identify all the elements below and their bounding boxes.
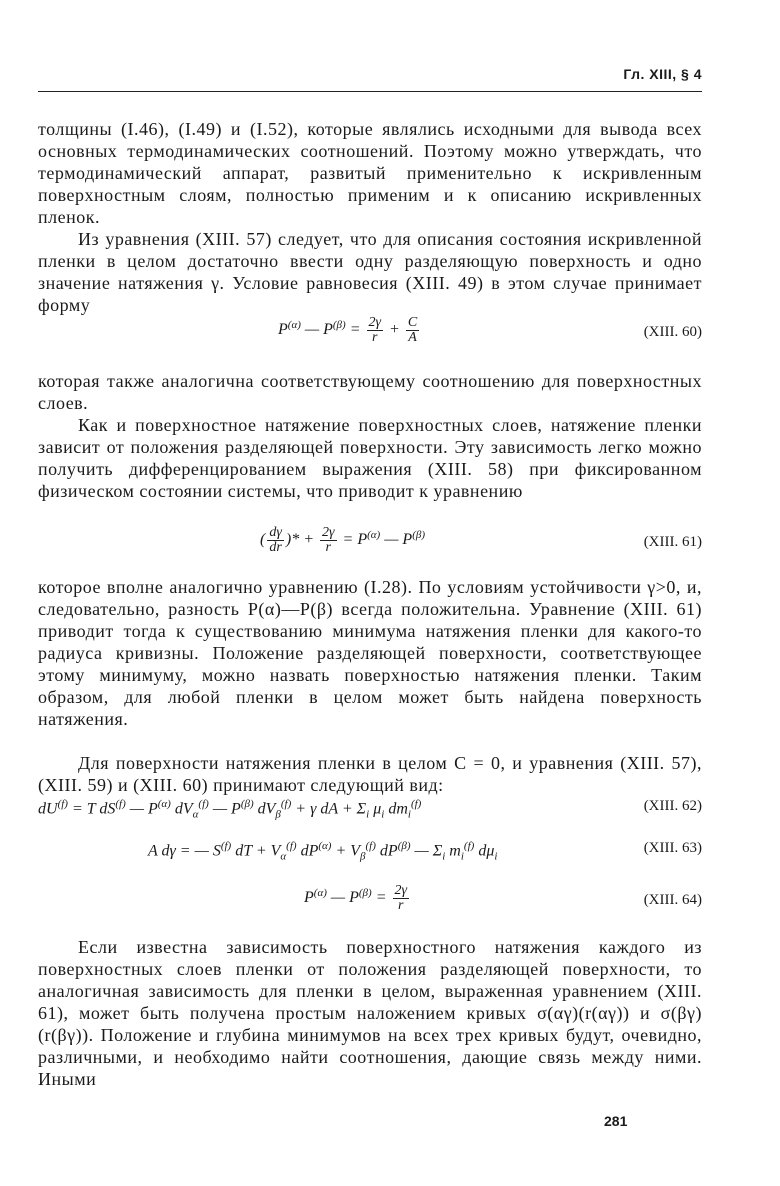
page-number: 281 xyxy=(604,1113,628,1129)
paragraph-6: Для поверхности натяжения пленки в целом C = 0, и уравнения (XIII. 57), (XIII. 59) и (XIII. 60) принимают следующий вид: xyxy=(38,753,702,795)
paragraph-2: Из уравнения (XIII. 57) следует, что для описания состояния искривленной пленки в целом достаточно ввести одну разделяющую поверхность и одно значение натяжения γ. Условие равновесия (XIII. 49) в этом случае принимает форму xyxy=(38,229,702,315)
equation-xiii-62 xyxy=(38,798,702,828)
running-head: Гл. XIII, § 4 xyxy=(623,66,702,82)
header-rule xyxy=(38,91,702,92)
equation-xiii-63 xyxy=(38,840,702,870)
equation-xiii-64 xyxy=(38,884,702,914)
paragraph-7: Если известна зависимость поверхностного натяжения каждого из поверхностных слоев пленки от положения разделяющей поверхности, то аналогичная зависимость для пленки в целом, выраженная уравнением (XIII. 61), может быть получена простым наложением кривых σ(αγ)(r(αγ)) и σ(βγ)(r(βγ)). Положение и глубина минимумов на всех трех кривых будут, очевидно, различными, и необходимо найти соотношения, дающие связь между ними. Иными xyxy=(38,937,702,1089)
equation-xiii-61 xyxy=(38,526,702,556)
equation-number: (XIII. 60) xyxy=(643,324,702,340)
equation-xiii-61-formula: ( $\frac{d\gamma}{dr}$ )* + $\frac{2\gamma}{r}$ = $P^{(\alpha)}$ — $P^{(\beta)}$ xyxy=(260,525,426,555)
equation-xiii-60 xyxy=(38,316,702,346)
paragraph-3: которая также аналогична соответствующему соотношению для поверхностных слоев. xyxy=(38,371,702,413)
equation-xiii-62-formula: $dU^{(f)} = T$ $dS^{(f)}$ — $P^{(\alpha)}$ $dV_\alpha^{(f)}$ — $P^{(\beta)}$ $dV_\beta^{(f)} + \gamma$ dA + $\Sigma_i$ $\mu_i$ $dm_i^{(f)}$ xyxy=(38,798,422,821)
book-page xyxy=(38,0,702,1186)
equation-number: (XIII. 63) xyxy=(643,840,702,856)
paragraph-5: которое вполне аналогично уравнению (I.28). По условиям устойчивости γ>0, и, следовательно, разность P(α)—P(β) всегда положительна. Уравнение (XIII. 61) приводит тогда к существованию минимума натяжения пленки для какого-то радиуса кривизны. Положение разделяющей поверхности, соответствующее этому минимуму, можно назвать поверхностью натяжения пленки. Таким образом, для любой пленки в целом может быть найдена поверхность натяжения. xyxy=(38,577,702,729)
equation-number: (XIII. 64) xyxy=(643,892,702,908)
equation-number: (XIII. 62) xyxy=(643,798,702,814)
paragraph-1: толщины (I.46), (I.49) и (I.52), которые являлись исходными для вывода всех основных термодинамических соотношений. Поэтому можно утверждать, что термодинамический аппарат, развитый применительно к искривленным поверхностным слоям, полностью применим и к описанию искривленных пленок. xyxy=(38,119,702,227)
equation-xiii-64-formula: $P^{(\alpha)}$ — $P^{(\beta)}$ = $\frac{2\gamma}{r}$ xyxy=(304,883,408,913)
paragraph-4: Как и поверхностное натяжение поверхностных слоев, натяжение пленки зависит от положения разделяющей поверхности. Эту зависимость легко можно получить дифференцированием выражения (XIII. 58) при фиксированном физическом состоянии системы, что приводит к уравнению xyxy=(38,415,702,501)
equation-xiii-60-formula: $P^{(\alpha)}$ — $P^{(\beta)}$ = $\frac{2\gamma}{r}$ + $\frac{C}{A}$ xyxy=(278,315,418,345)
equation-number: (XIII. 61) xyxy=(643,534,702,550)
equation-xiii-63-formula: A dγ = — $S^{(f)}$ dT + $V_\alpha^{(f)}$ $dP^{(\alpha)} + V_\beta^{(f)}$ $dP^{(\beta)}$ — $\Sigma_i$ $m_i^{(f)}$ $d\mu_i$ xyxy=(148,840,498,863)
